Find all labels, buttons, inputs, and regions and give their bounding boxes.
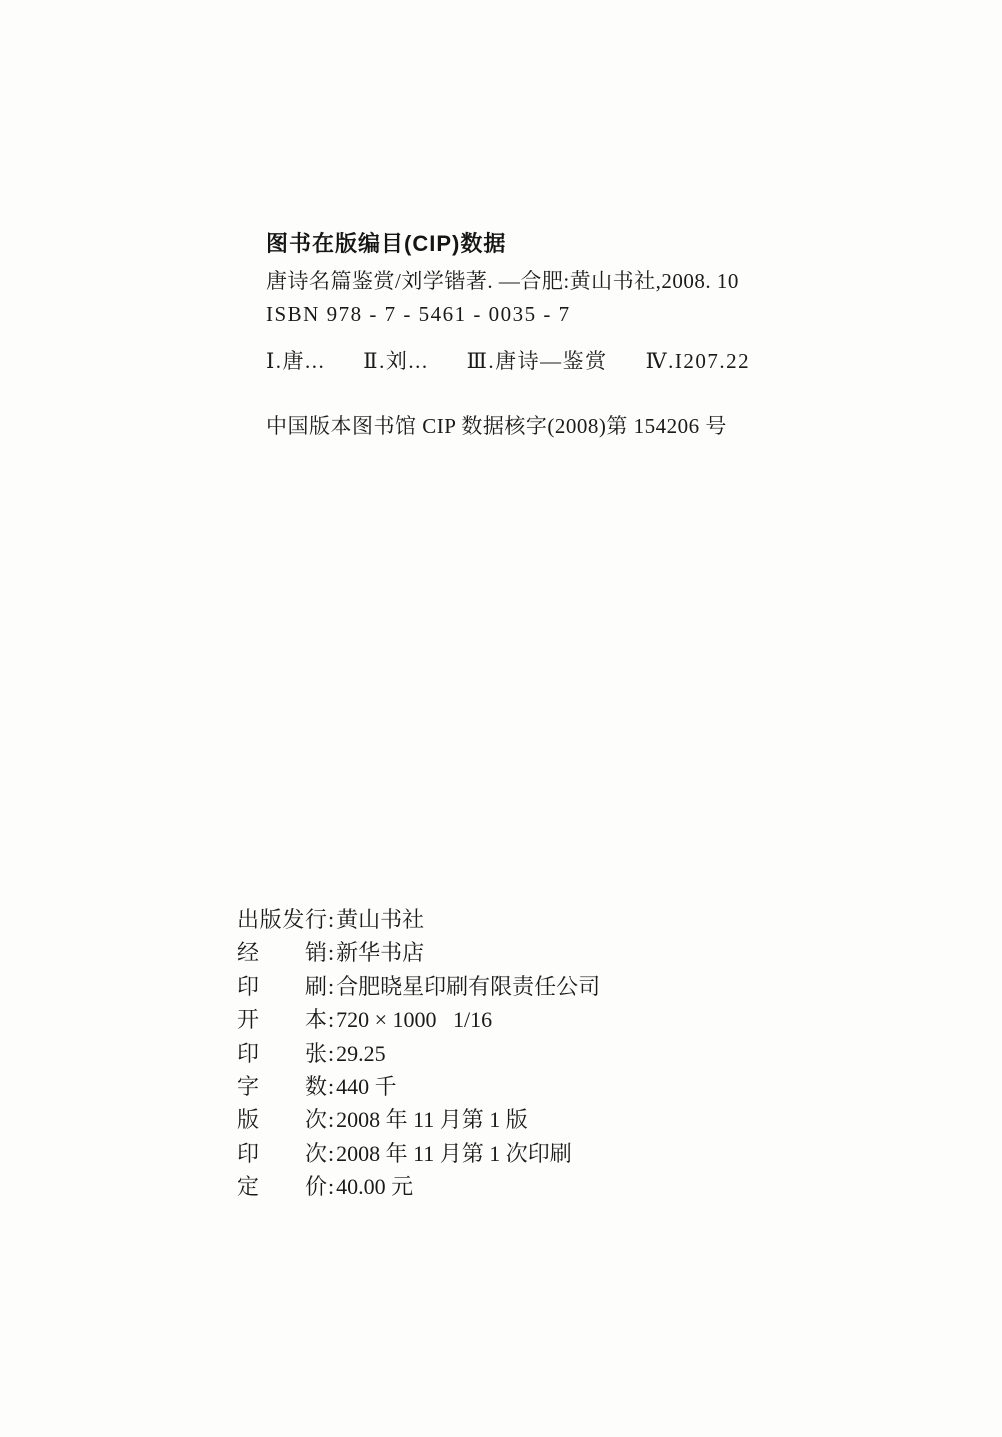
cip-registry-line: 中国版本图书馆 CIP 数据核字(2008)第 154206 号: [266, 414, 727, 438]
cip-title-line: 唐诗名篇鉴赏/刘学锴著. —合肥:黄山书社,2008. 10: [266, 269, 739, 293]
colophon-row-label: 字数: [237, 1073, 327, 1099]
colophon-row-sheets: [237, 1042, 797, 1066]
colophon-colon: :: [328, 1073, 335, 1099]
colophon-row-distributor: [237, 941, 797, 965]
cip-data-block: [266, 231, 826, 439]
colophon-row-printing: [237, 1142, 797, 1166]
colophon-colon: :: [328, 1107, 335, 1133]
classification-item: Ⅰ.唐...: [266, 349, 326, 373]
colophon-row-price: [237, 1175, 797, 1199]
cip-header: 图书在版编目(CIP)数据: [266, 231, 507, 256]
colophon-block: [237, 908, 797, 1209]
colophon-row-value: 2008 年 11 月第 1 版: [336, 1107, 528, 1133]
colophon-row-wordcount: [237, 1075, 797, 1099]
colophon-row-value: 新华书店: [336, 940, 425, 966]
colophon-row-value: 40.00 元: [336, 1174, 414, 1200]
colophon-colon: :: [328, 907, 335, 932]
colophon-row-value: 440 千: [336, 1073, 397, 1099]
colophon-row-label: 经销: [237, 940, 327, 966]
colophon-row-label: 印刷: [237, 973, 327, 999]
cip-classification-line: [266, 348, 826, 374]
colophon-row-value: 720 × 1000 1/16: [336, 1007, 493, 1033]
colophon-row-value: 黄山书社: [336, 907, 425, 932]
colophon-row-value: 29.25: [336, 1040, 386, 1066]
colophon-row-printer: [237, 975, 797, 999]
colophon-row-value: 合肥晓星印刷有限责任公司: [336, 973, 601, 999]
colophon-row-label: 定价: [237, 1174, 327, 1200]
colophon-colon: :: [328, 1007, 335, 1033]
cip-isbn-line: ISBN 978 - 7 - 5461 - 0035 - 7: [266, 302, 571, 326]
colophon-colon: :: [328, 1040, 335, 1066]
colophon-row-label: 开本: [237, 1007, 327, 1033]
colophon-row-format: [237, 1008, 797, 1032]
colophon-row-label: 印张: [237, 1040, 327, 1066]
colophon-row-label: 版次: [237, 1107, 327, 1133]
classification-item: Ⅳ.I207.22: [645, 349, 751, 373]
colophon-row-label: 出版发行: [237, 907, 327, 932]
colophon-row-value: 2008 年 11 月第 1 次印刷: [336, 1140, 572, 1166]
colophon-row-edition: [237, 1108, 797, 1132]
colophon-colon: :: [328, 940, 335, 966]
colophon-colon: :: [328, 1174, 335, 1200]
colophon-colon: :: [328, 973, 335, 999]
classification-item: Ⅲ.唐诗—鉴赏: [466, 349, 608, 373]
colophon-colon: :: [328, 1140, 335, 1166]
colophon-row-publisher: [237, 908, 797, 932]
classification-item: Ⅱ.刘...: [363, 349, 429, 373]
colophon-row-label: 印次: [237, 1140, 327, 1166]
